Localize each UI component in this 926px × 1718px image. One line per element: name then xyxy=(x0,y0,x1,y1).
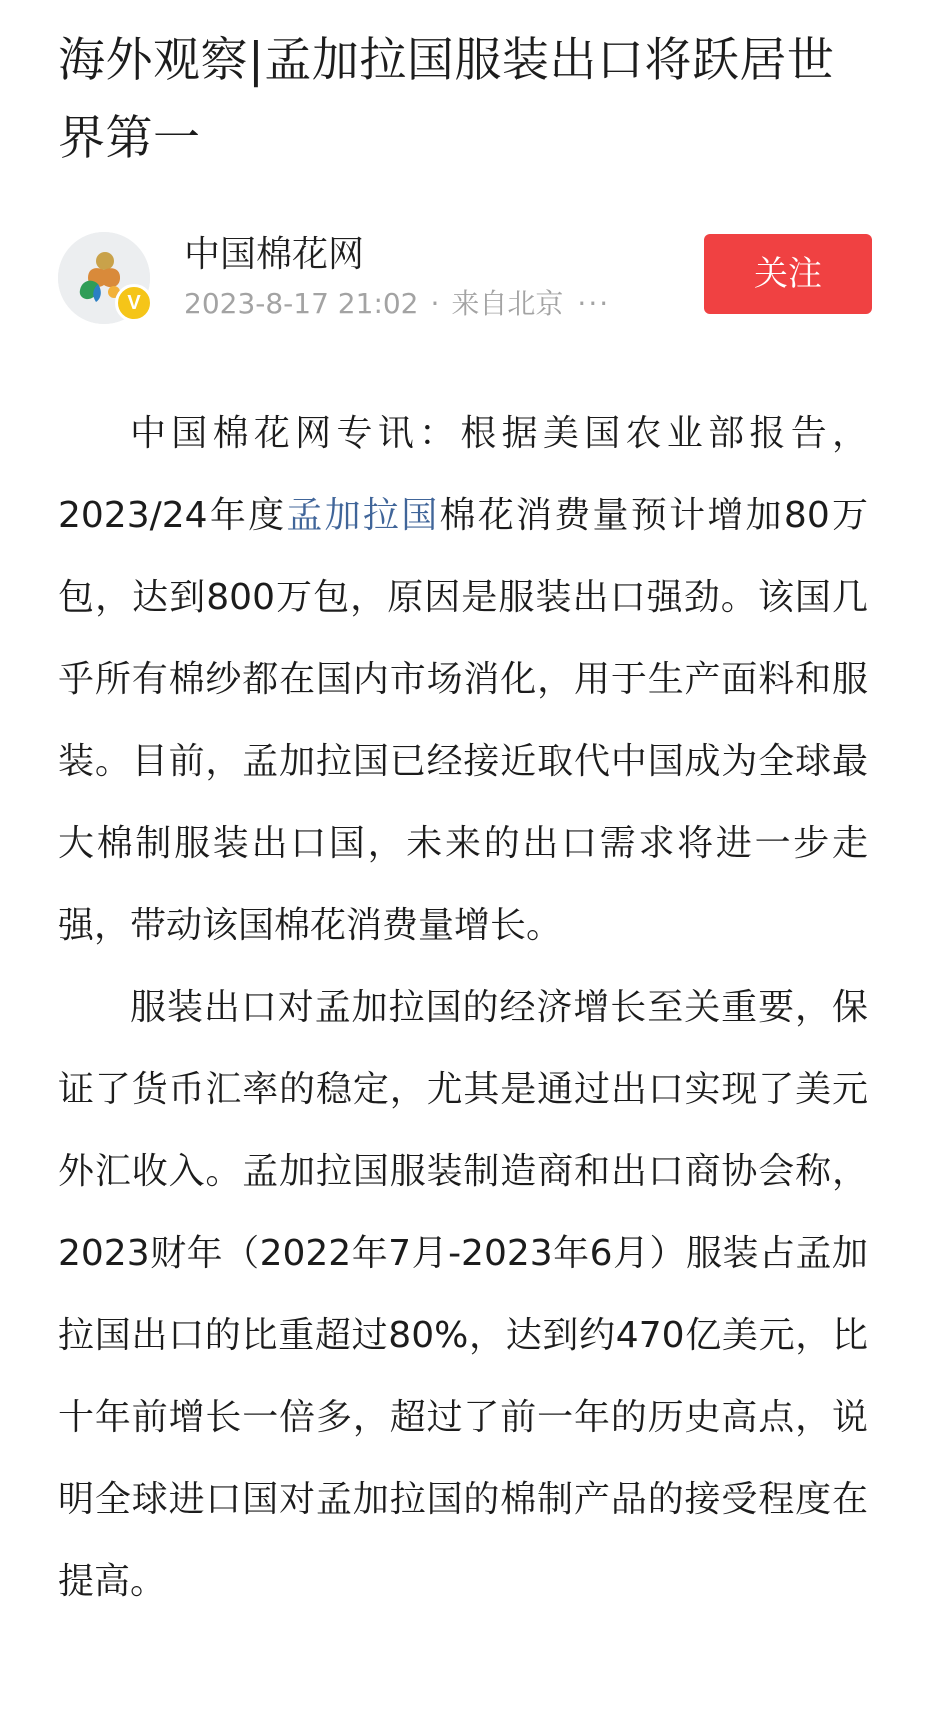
publish-timestamp: 2023-8-17 21:02 xyxy=(184,287,419,320)
author-row xyxy=(58,232,868,324)
paragraph-1-text-start: 中国棉花网专讯：根据美国农业部报告，2023/24年度 xyxy=(58,413,868,536)
more-icon[interactable]: ··· xyxy=(577,287,611,320)
follow-button[interactable]: 关注 xyxy=(704,234,872,314)
paragraph-1-text-end: 棉花消费量预计增加80万包，达到800万包，原因是服装出口强劲。该国几乎所有棉纱都在国内市场消化，用于生产面料和服装。目前，孟加拉国已经接近取代中国成为全球最大棉制服装出口国，未来的出口需求将进一步走强，带动该国棉花消费量增长。 xyxy=(58,495,868,946)
author-meta xyxy=(184,286,610,322)
meta-separator: · xyxy=(430,287,440,320)
avatar[interactable] xyxy=(58,232,150,324)
bangladesh-link[interactable]: 孟加拉国 xyxy=(286,495,440,536)
article-body xyxy=(58,393,868,1623)
author-name[interactable]: 中国棉花网 xyxy=(184,234,365,275)
verified-badge: V xyxy=(115,284,153,322)
publish-location: 来自北京 xyxy=(451,287,564,320)
paragraph-2: 服装出口对孟加拉国的经济增长至关重要，保证了货币汇率的稳定，尤其是通过出口实现了美元外汇收入。孟加拉国服装制造商和出口商协会称，2023财年（2022年7月-2023年6月）服装占孟加拉国出口的比重超过80%，达到约470亿美元，比十年前增长一倍多，超过了前一年的历史高点，说明全球进口国对孟加拉国的棉制产品的接受程度在提高。 xyxy=(58,987,868,1602)
article-title: 海外观察|孟加拉国服装出口将跃居世界第一 xyxy=(58,33,835,166)
paragraph-1 xyxy=(58,393,868,967)
